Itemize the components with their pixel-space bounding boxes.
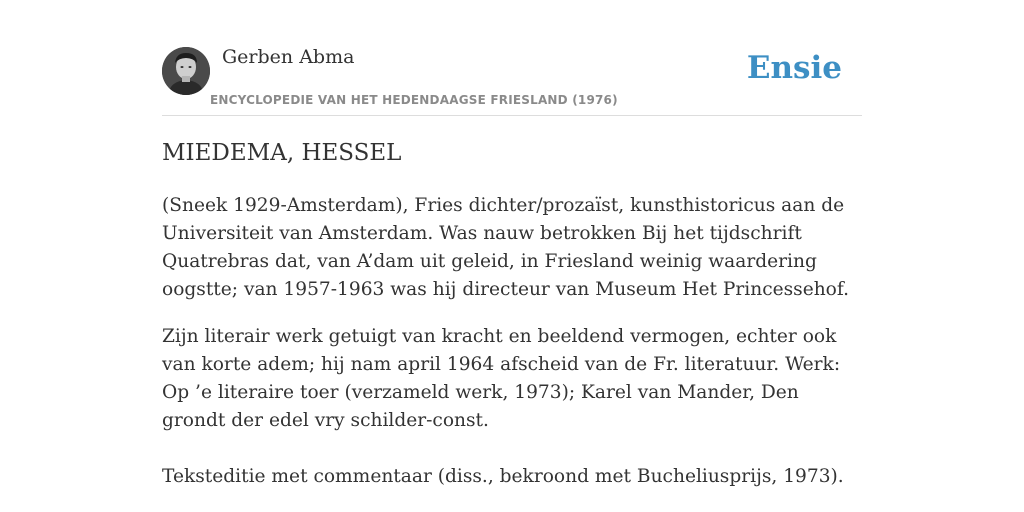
article-title: MIEDEMA, HESSEL xyxy=(162,140,402,166)
article-paragraph: Zijn literair werk getuigt van kracht en beeldend vermogen, echter ook van korte adem; hij nam april 1964 afscheid van de Fr. literatuur. Werk: Op ’e literaire toer (verzameld werk, 1973); Karel van Mander, Den grondt der edel vry schilder-const. xyxy=(162,326,841,431)
author-avatar[interactable] xyxy=(162,47,210,95)
article-header xyxy=(162,40,862,116)
brand-logo[interactable]: Ensie xyxy=(746,50,842,86)
article-body xyxy=(162,192,862,491)
author-portrait-icon xyxy=(162,47,210,95)
author-name[interactable]: Gerben Abma xyxy=(222,46,355,68)
source-label[interactable]: ENCYCLOPEDIE VAN HET HEDENDAAGSE FRIESLAND (1976) xyxy=(210,93,618,107)
article-paragraph: Teksteditie met commentaar (diss., bekroond met Bucheliusprijs, 1973). xyxy=(162,466,844,487)
article-paragraph: (Sneek 1929-Amsterdam), Fries dichter/prozaïst, kunsthistoricus aan de Universiteit van Amsterdam. Was nauw betrokken Bij het tijdschrift Quatrebras dat, van A’dam uit geleid, in Friesland weinig waardering oogstte; van 1957-1963 was hij directeur van Museum Het Princessehof. xyxy=(162,195,849,300)
